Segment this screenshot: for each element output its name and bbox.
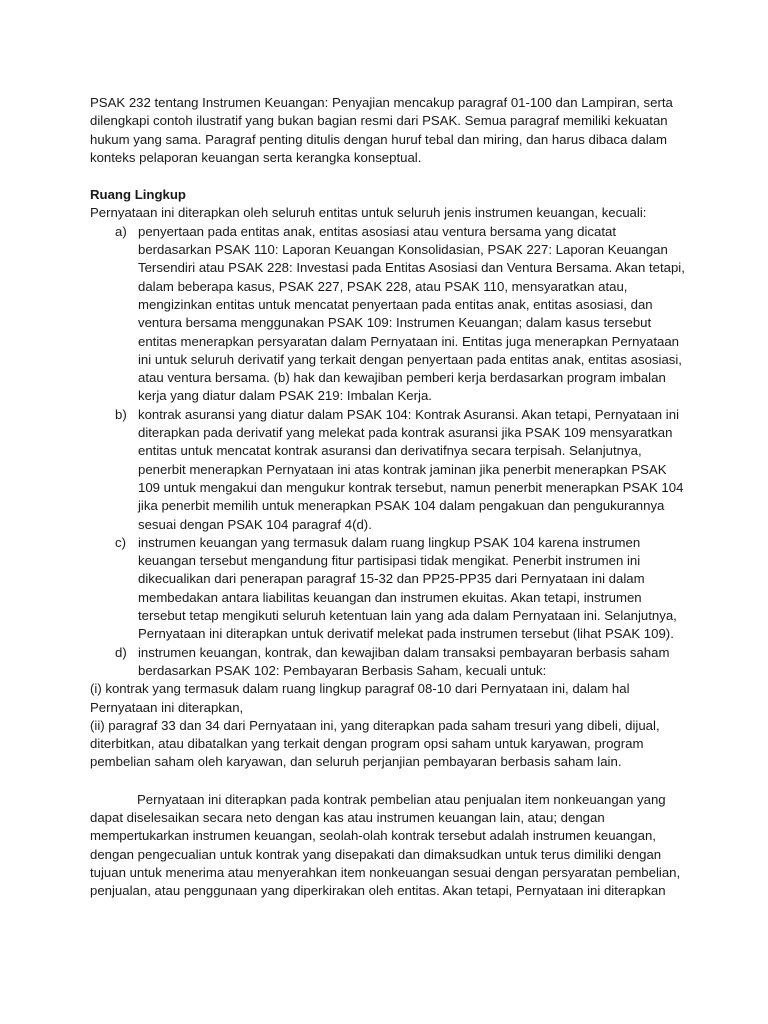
list-item-text: penyertaan pada entitas anak, entitas asosiasi atau ventura bersama yang dicatat berdasarkan PSAK 110: Laporan Keuangan Konsolidasian, PSAK 227: Laporan Keuangan Tersendiri atau PSAK 228: Investasi pada Entitas Asosiasi dan Ventura Bersama. Akan tetapi, dalam beberapa kasus, PSAK 227, PSAK 228, atau PSAK 110, mensyaratkan atau, mengizinkan entitas untuk mencatat penyertaan pada entitas anak, entitas asosiasi, dan ventura bersama menggunakan PSAK 109: Instrumen Keuangan; dalam kasus tersebut entitas menerapkan persyaratan dalam Pernyataan ini. Entitas juga menerapkan Pernyataan ini untuk seluruh derivatif yang terkait dengan penyertaan pada entitas anak, entitas asosiasi, atau ventura bersama. (b) hak dan kewajiban pemberi kerja berdasarkan program imbalan kerja yang diatur dalam PSAK 219: Imbalan Kerja. (138, 223, 685, 404)
list-item (90, 406, 686, 534)
list-marker: c) (115, 534, 126, 550)
section-heading: Ruang Lingkup (90, 187, 186, 203)
section-lead: Pernyataan ini diterapkan oleh seluruh entitas untuk seluruh jenis instrumen keuangan, kecuali: (90, 205, 647, 221)
list-marker: a) (115, 223, 127, 239)
exception-list (90, 223, 686, 680)
list-marker: b) (115, 406, 127, 422)
list-item-text: instrumen keuangan yang termasuk dalam ruang lingkup PSAK 104 karena instrumen keuangan tersebut mengandung fitur partisipasi tidak mengikat. Penerbit instrumen ini dikecualikan dari penerapan paragraf 15-32 dan PP25-PP35 dari Pernyataan ini dalam membedakan antara liabilitas keuangan dan instrumen ekuitas. Akan tetapi, instrumen tersebut tetap mengikuti seluruh ketentuan lain yang ada dalam Pernyataan ini. Selanjutnya, Pernyataan ini diterapkan untuk derivatif melekat pada instrumen tersebut (lihat PSAK 109). (138, 534, 677, 642)
list-item-text: instrumen keuangan, kontrak, dan kewajiban dalam transaksi pembayaran berbasis saham berdasarkan PSAK 102: Pembayaran Berbasis Saham, kecuali untuk: (138, 644, 670, 678)
list-marker: d) (115, 644, 127, 660)
list-item (90, 534, 686, 644)
sub-item: (i) kontrak yang termasuk dalam ruang lingkup paragraf 08-10 dari Pernyataan ini, dalam hal Pernyataan ini diterapkan, (90, 681, 630, 715)
closing-paragraph: Pernyataan ini diterapkan pada kontrak pembelian atau penjualan item nonkeuangan yang dapat diselesaikan secara neto dengan kas atau instrumen keuangan lain, atau; dengan mempertukarkan instrumen keuangan, seolah-olah kontrak tersebut adalah instrumen keuangan, dengan pengecualian untuk kontrak yang disepakati dan dimaksudkan untuk terus dimiliki dengan tujuan untuk menerima atau menyerahkan item nonkeuangan sesuai dengan persyaratan pembelian, penjualan, atau penggunaan yang diperkirakan oleh entitas. Akan tetapi, Pernyataan ini diterapkan (90, 791, 681, 899)
list-item (90, 223, 686, 406)
sub-item: (ii) paragraf 33 dan 34 dari Pernyataan ini, yang diterapkan pada saham tresuri yang dibeli, dijual, diterbitkan, atau dibatalkan yang terkait dengan program opsi saham untuk karyawan, program pembelian saham oleh karyawan, dan seluruh perjanjian pembayaran berbasis saham lain. (90, 717, 660, 770)
intro-paragraph: PSAK 232 tentang Instrumen Keuangan: Penyajian mencakup paragraf 01-100 dan Lampiran, serta dilengkapi contoh ilustratif yang bukan bagian resmi dari PSAK. Semua paragraf memiliki kekuatan hukum yang sama. Paragraf penting ditulis dengan huruf tebal dan miring, dan harus dibaca dalam konteks pelaporan keuangan serta kerangka konseptual. (90, 95, 673, 165)
list-item (90, 644, 686, 681)
list-item-text: kontrak asuransi yang diatur dalam PSAK 104: Kontrak Asuransi. Akan tetapi, Pernyataan ini diterapkan pada derivatif yang melekat pada kontrak asuransi jika PSAK 109 mensyaratkan entitas untuk mencatat kontrak asuransi dan derivatifnya secara terpisah. Selanjutnya, penerbit menerapkan Pernyataan ini atas kontrak jaminan jika penerbit menerapkan PSAK 109 untuk mengakui dan mengukur kontrak tersebut, namun penerbit menerapkan PSAK 104 jika penerbit memilih untuk menerapkan PSAK 104 dalam pengakuan dan pengukurannya sesuai dengan PSAK 104 paragraf 4(d). (138, 406, 684, 532)
